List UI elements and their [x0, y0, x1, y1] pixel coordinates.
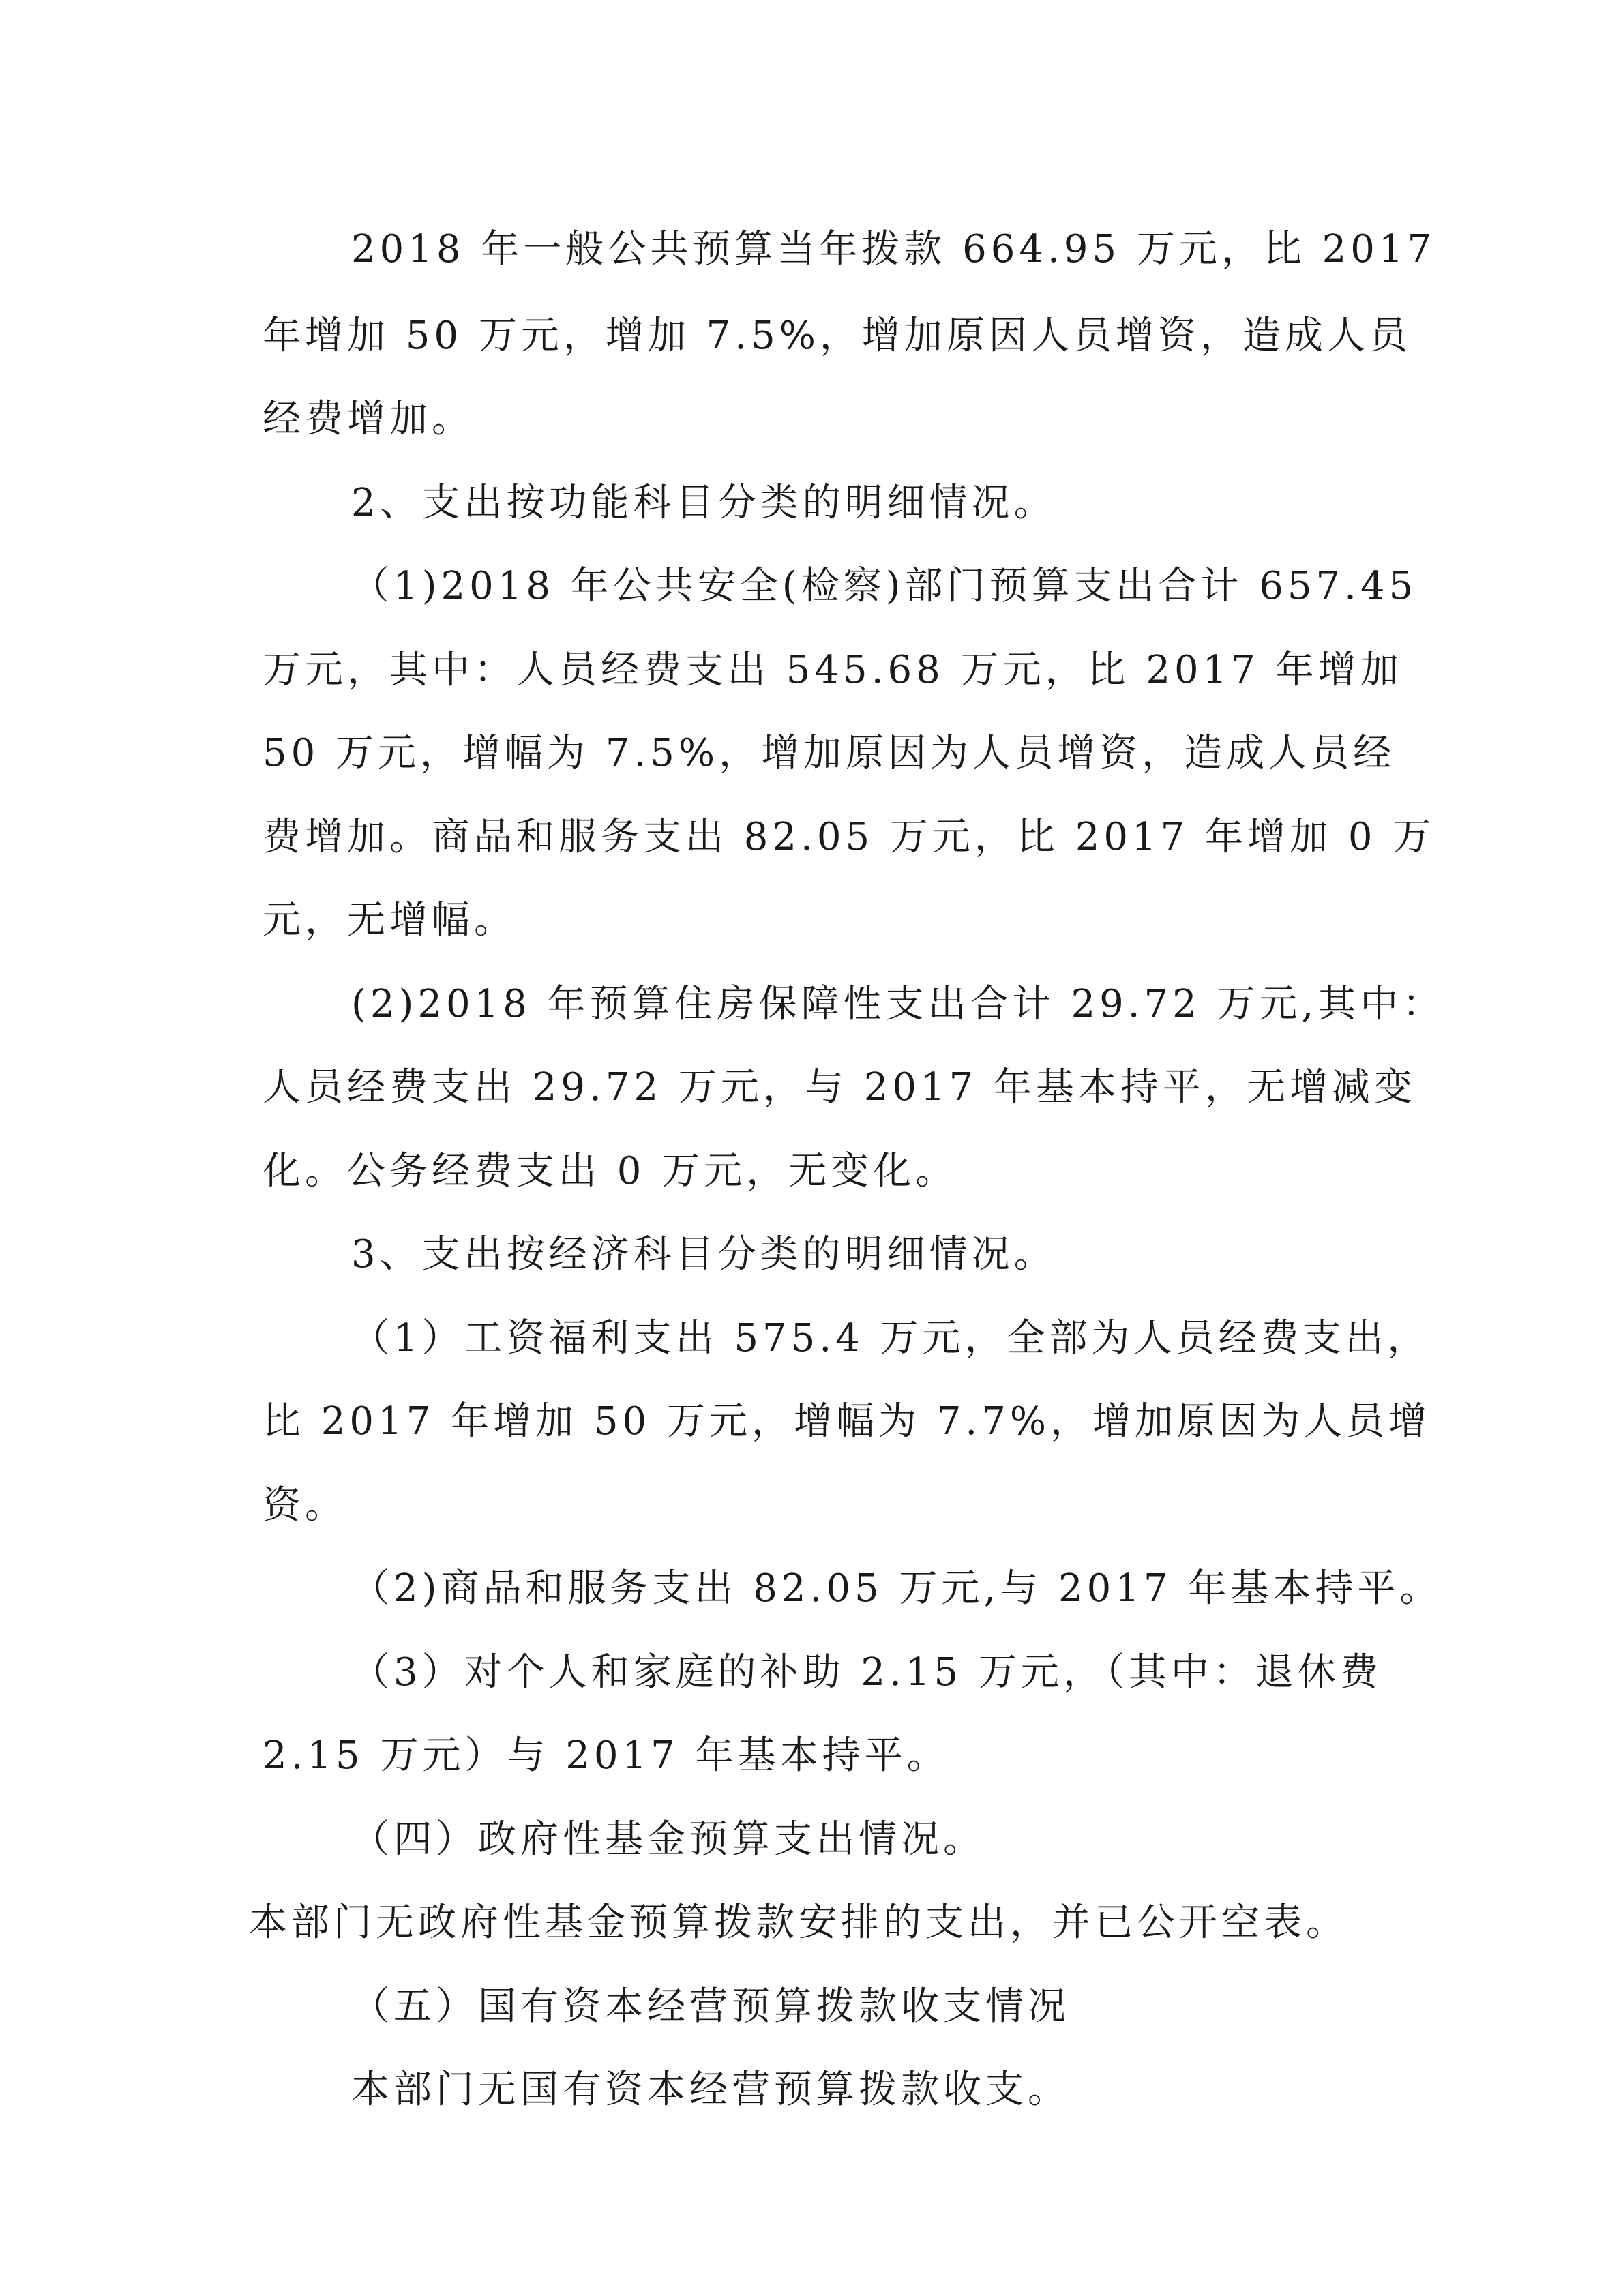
text-line: (2)2018 年预算住房保障性支出合计 29.72 万元,其中：: [351, 982, 1445, 1026]
text-line: 人员经费支出 29.72 万元，与 2017 年基本持平，无增减变: [263, 1065, 1417, 1109]
text-line: 资。: [263, 1483, 347, 1527]
text-line: 本部门无政府性基金预算拨款安排的支出，并已公开空表。: [249, 1900, 1348, 1945]
text-line: （3）对个人和家庭的补助 2.15 万元，（其中：退休费: [351, 1650, 1382, 1695]
section-heading: （五）国有资本经营预算拨款收支情况: [351, 1984, 1070, 2029]
section-heading: 2、支出按功能科目分类的明细情况。: [351, 481, 1056, 525]
text-line: 万元，其中：人员经费支出 545.68 万元，比 2017 年增加: [263, 648, 1403, 692]
text-line: 本部门无国有资本经营预算拨款收支。: [351, 2068, 1070, 2112]
text-line: 2.15 万元）与 2017 年基本持平。: [263, 1733, 949, 1778]
text-line: 费增加。商品和服务支出 82.05 万元，比 2017 年增加 0 万: [263, 815, 1435, 859]
text-line: 化。公务经费支出 0 万元，无变化。: [263, 1149, 958, 1193]
text-line: （2)商品和服务支出 82.05 万元,与 2017 年基本持平。: [351, 1566, 1442, 1611]
text-line: 元，无增幅。: [263, 898, 516, 942]
text-line: （1）工资福利支出 575.4 万元，全部为人员经费支出，: [351, 1316, 1430, 1360]
section-heading: 3、支出按经济科目分类的明细情况。: [351, 1232, 1056, 1277]
text-line: 经费增加。: [263, 397, 474, 441]
text-line: （1)2018 年公共安全(检察)部门预算支出合计 657.45: [351, 564, 1418, 608]
text-line: 2018 年一般公共预算当年拨款 664.95 万元，比 2017: [351, 227, 1436, 271]
text-line: 年增加 50 万元，增加 7.5%，增加原因人员增资，造成人员: [263, 314, 1412, 358]
section-heading: （四）政府性基金预算支出情况。: [351, 1817, 985, 1862]
text-line: 比 2017 年增加 50 万元，增幅为 7.7%，增加原因为人员增: [263, 1399, 1431, 1444]
text-line: 50 万元，增幅为 7.5%，增加原因为人员增资，造成人员经: [263, 731, 1396, 775]
